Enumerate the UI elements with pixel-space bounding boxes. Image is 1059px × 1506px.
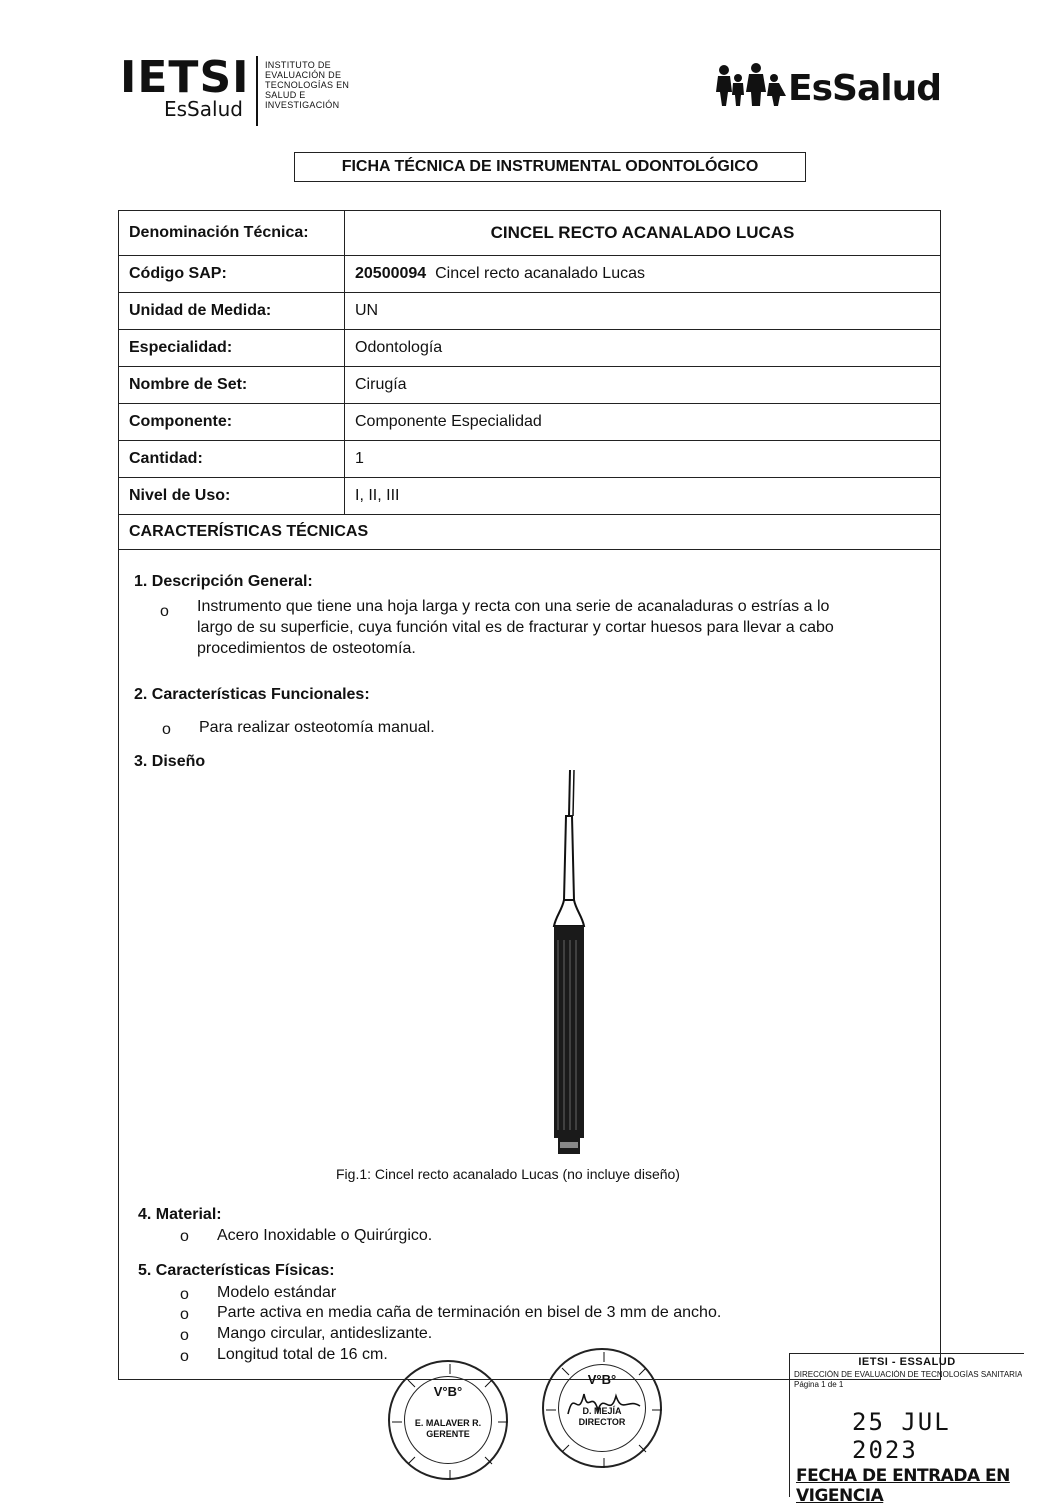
bullet: o: [180, 1228, 189, 1245]
bullet: o: [162, 721, 171, 738]
stamp-signatory-role: DIRECTOR: [578, 1417, 626, 1427]
stamp-signatory-name: E. MALAVER R.: [414, 1418, 482, 1428]
ietsi-desc-line: EVALUACIÓN DE: [265, 70, 342, 80]
table-row: [119, 211, 940, 256]
row-label: Componente:: [119, 404, 345, 441]
table-row: [119, 478, 940, 515]
technical-sheet-frame: [118, 210, 941, 1380]
stamp-signatory-role: GERENTE: [426, 1429, 470, 1439]
row-label: Nivel de Uso:: [119, 478, 345, 515]
document-title: FICHA TÉCNICA DE INSTRUMENTAL ODONTOLÓGICO: [294, 152, 806, 182]
stamp-signatory: [390, 1418, 506, 1440]
technical-name: CINCEL RECTO ACANALADO LUCAS: [345, 211, 941, 256]
table-row: [119, 330, 940, 367]
ietsi-logo-text: IETSI: [120, 52, 250, 103]
row-label: Cantidad:: [119, 441, 345, 478]
table-row: [119, 515, 940, 550]
stamp-vb: V°B°: [587, 1372, 617, 1387]
section-heading: 2. Características Funcionales:: [134, 686, 370, 703]
sap-code: 20500094: [355, 265, 427, 282]
ietsi-desc-line: INVESTIGACIÓN: [265, 100, 340, 110]
physical-item: Mango circular, antideslizante.: [217, 1325, 433, 1342]
ietsi-desc-line: INSTITUTO DE: [265, 60, 331, 70]
table-row: [119, 441, 940, 478]
table-row: [119, 256, 940, 293]
ietsi-desc-line: SALUD E: [265, 90, 306, 100]
row-label: Denominación Técnica:: [119, 211, 345, 256]
stamp-signatory-name: D. MEJÍA: [582, 1406, 622, 1416]
row-value: UN: [345, 293, 941, 330]
stamp-vb: V°B°: [433, 1384, 463, 1399]
ietsi-description: [265, 60, 375, 110]
text-line: largo de su superficie, cuya función vital es de fracturar y cortar huesos para llevar a cabo: [197, 619, 834, 636]
spec-table: [119, 211, 940, 550]
row-value: Cirugía: [345, 367, 941, 404]
approval-stamp-2: [542, 1348, 662, 1468]
essalud-logo-text: EsSalud: [788, 68, 941, 109]
bullet: o: [160, 603, 169, 620]
material-text: Acero Inoxidable o Quirúrgico.: [217, 1227, 433, 1244]
ietsi-desc-line: TECNOLOGÍAS EN: [265, 80, 350, 90]
row-label: Unidad de Medida:: [119, 293, 345, 330]
approval-stamp-1: [388, 1360, 508, 1480]
row-value: I, II, III: [345, 478, 941, 515]
validity-stamp-dept-line: DIRECCIÓN DE EVALUACIÓN DE TECNOLOGÍAS SANITARIA: [794, 1370, 1022, 1379]
validity-stamp-org: IETSI - ESSALUD: [858, 1356, 956, 1368]
row-label: Especialidad:: [119, 330, 345, 367]
row-value: 1: [345, 441, 941, 478]
validity-date: 25 JUL 2023: [852, 1408, 951, 1464]
family-figures-icon: [716, 62, 790, 108]
row-value: Odontología: [345, 330, 941, 367]
logo-divider: [256, 56, 258, 126]
section-heading: 5. Características Físicas:: [138, 1262, 335, 1279]
validity-stamp-dept: [794, 1370, 1022, 1390]
physical-item: Longitud total de 16 cm.: [217, 1346, 388, 1363]
row-value: [345, 256, 941, 293]
row-label: Nombre de Set:: [119, 367, 345, 404]
sap-description: Cincel recto acanalado Lucas: [435, 265, 645, 282]
chisel-image: [540, 770, 590, 1160]
section-heading: 1. Descripción General:: [134, 573, 313, 590]
signature-scribble: [564, 1384, 644, 1424]
bullet: o: [180, 1348, 189, 1365]
general-description: [197, 596, 927, 659]
functional-text: Para realizar osteotomía manual.: [199, 719, 435, 736]
section-header: CARACTERÍSTICAS TÉCNICAS: [119, 515, 940, 550]
text-line: procedimientos de osteotomía.: [197, 640, 416, 657]
validity-label: FECHA DE ENTRADA EN VIGENCIA: [796, 1466, 1010, 1506]
bullet: o: [180, 1306, 189, 1323]
ietsi-logo: [120, 52, 250, 121]
text-line: Instrumento que tiene una hoja larga y recta con una serie de acanaladuras o estrías a lo: [197, 598, 830, 615]
essalud-logo: [716, 62, 941, 112]
section-heading: 4. Material:: [138, 1206, 222, 1223]
table-row: [119, 404, 940, 441]
ietsi-logo-sub: EsSalud: [164, 97, 243, 121]
row-label: Código SAP:: [119, 256, 345, 293]
table-row: [119, 367, 940, 404]
physical-item: Parte activa en media caña de terminación en bisel de 3 mm de ancho.: [217, 1304, 722, 1321]
bullet: o: [180, 1286, 189, 1303]
figure-caption: Fig.1: Cincel recto acanalado Lucas (no incluye diseño): [336, 1166, 680, 1182]
physical-item: Modelo estándar: [217, 1284, 337, 1301]
validity-stamp: [789, 1353, 1024, 1506]
row-value: Componente Especialidad: [345, 404, 941, 441]
section-heading: 3. Diseño: [134, 753, 206, 770]
table-row: [119, 293, 940, 330]
bullet: o: [180, 1327, 189, 1344]
validity-stamp-page: Página 1 de 1: [794, 1380, 844, 1389]
